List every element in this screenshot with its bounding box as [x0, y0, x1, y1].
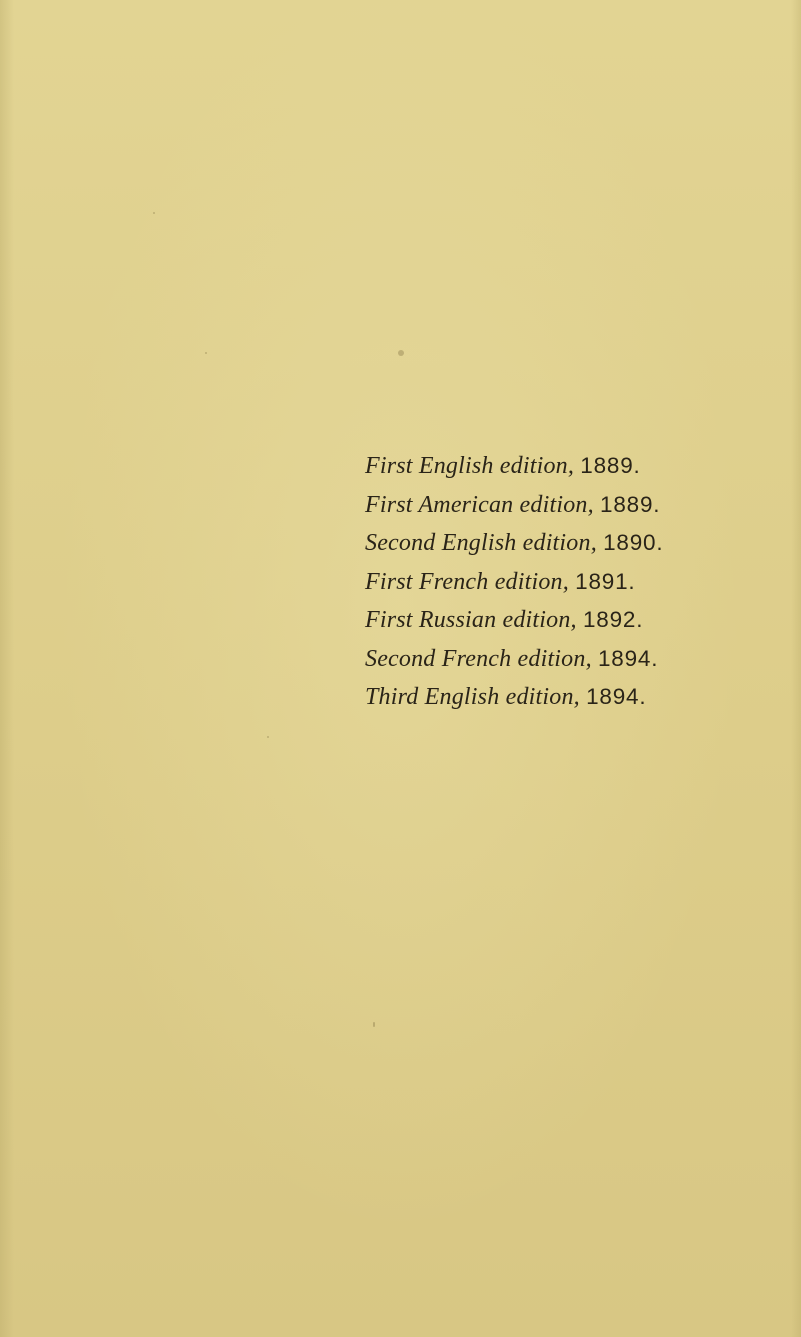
- edition-year: 1894.: [586, 684, 647, 709]
- edition-label: First French edition,: [365, 568, 569, 595]
- edition-year: 1894.: [597, 645, 659, 671]
- edition-line: [365, 640, 663, 679]
- edition-year: 1891.: [575, 568, 636, 594]
- edition-line: [365, 563, 663, 602]
- edition-year: 1890.: [603, 530, 664, 555]
- paper-speck: [267, 736, 269, 738]
- paper-speck: [205, 352, 207, 354]
- edition-line: [365, 678, 663, 717]
- page-edge-left: [0, 0, 14, 1337]
- edition-label: First American edition,: [365, 491, 594, 518]
- edition-line: [365, 486, 663, 525]
- edition-line: [365, 601, 663, 640]
- paper-speck: [373, 1022, 375, 1027]
- page-edge-right: [791, 0, 801, 1337]
- edition-line: [365, 447, 663, 486]
- edition-history-list: [365, 447, 663, 717]
- edition-label: First English edition,: [365, 453, 575, 479]
- edition-line: [365, 524, 663, 563]
- edition-year: 1889.: [600, 491, 661, 517]
- paper-speck: [398, 350, 404, 356]
- paper-speck: [153, 212, 155, 214]
- edition-label: Second English edition,: [365, 530, 597, 556]
- edition-year: 1889.: [580, 453, 641, 478]
- edition-label: Third English edition,: [365, 684, 580, 710]
- edition-label: Second French edition,: [365, 645, 592, 672]
- edition-year: 1892.: [582, 607, 644, 632]
- edition-label: First Russian edition,: [365, 607, 577, 633]
